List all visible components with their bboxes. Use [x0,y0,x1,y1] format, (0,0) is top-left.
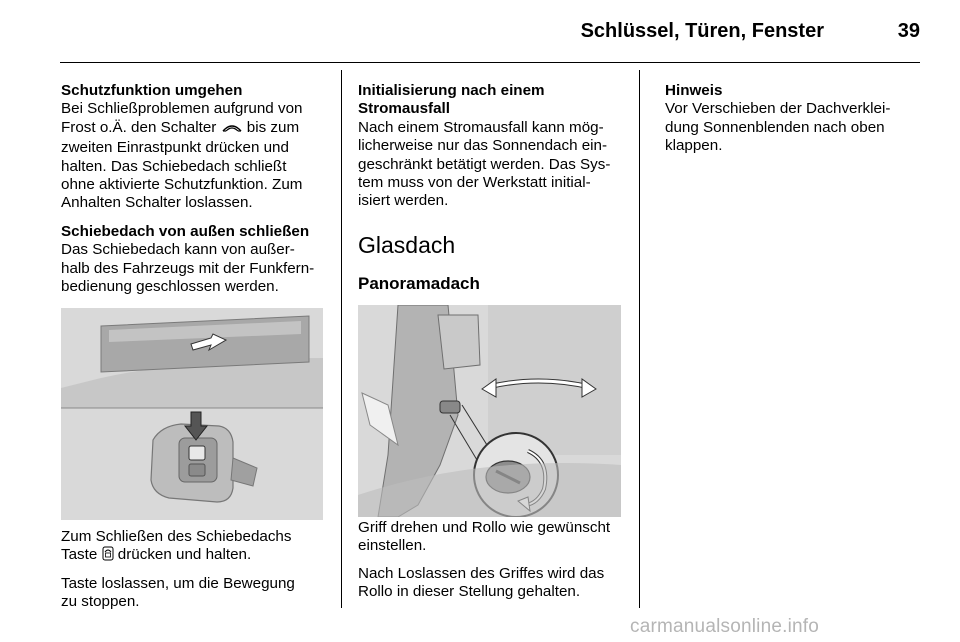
caption-paragraph-stop: Taste loslassen, um die Bewegung zu stoppen. [61,574,295,611]
column-divider [341,70,342,608]
page-header [60,0,920,63]
column-1 [61,82,329,520]
column-divider [639,70,640,608]
heading-schiebedach-aussen: Schiebedach von außen schließen [61,222,310,240]
panorama-roof-illustration [358,305,621,517]
column-2 [358,82,628,517]
caption-panorama-roof [358,519,633,602]
caption-paragraph-release: Nach Loslassen des Griffes wird das Rollo in dieser Stellung gehalten. [358,564,605,601]
paragraph-schiebedach-aussen: Das Schiebedach kann von außer- halb des Fahrzeugs mit der Funkfern- bedienung geschlossen werden. [61,241,315,296]
paragraph-initialisierung: Nach einem Stromausfall kann mög- licherweise nur das Sonnendach ein- geschränkt betätigt werden. Das Sys- tem muss von der Werkstatt initial- isiert werden. [358,118,611,210]
lock-button-icon [102,546,114,566]
heading-schutzfunktion: Schutzfunktion umgehen [61,82,243,99]
caption-part: drücken und halten. [117,546,252,564]
caption-part: Zum Schließen des Schiebedachs Taste [61,528,292,564]
key-remote-illustration [61,308,323,520]
column-3 [665,82,927,156]
subsection-title: Panoramadach [358,273,480,293]
page-number: 39 [897,20,920,42]
section-title: Glasdach [358,231,456,258]
heading-initialisierung: Initialisierung nach einem Stromausfall [358,82,545,118]
paragraph-part: Bei Schließproblemen aufgrund von Frost o.Ä. den Schalter [61,100,303,136]
paragraph-part: bis zum zweiten Einrastpunkt drücken und halten. Das Schiebedach schließt ohne aktivierte Schutzfunktion. Zum Anhalten Schalter loslassen. [61,118,303,212]
caption-key-remote [61,528,331,612]
note-heading: Hinweis [665,82,723,99]
watermark: carmanualsonline.info [630,616,820,637]
note-paragraph: Vor Verschieben der Dachverklei- dung Sonnenblenden nach oben klappen. [665,100,891,155]
caption-paragraph-turn: Griff drehen und Rollo wie gewünscht einstellen. [358,519,611,555]
paragraph-schutzfunktion [61,100,329,212]
sunroof-switch-icon [221,121,243,139]
header-title: Schlüssel, Türen, Fenster [580,20,824,42]
